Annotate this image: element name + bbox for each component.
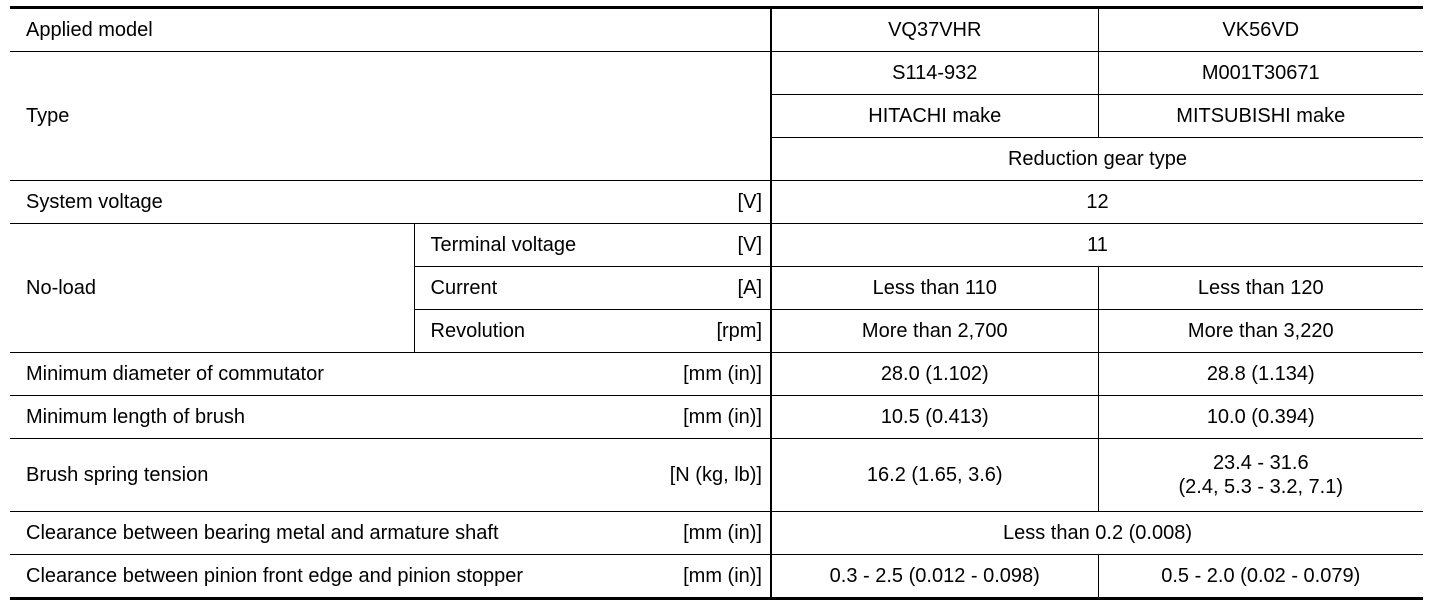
type-make-vq: HITACHI make [771, 95, 1098, 138]
system-voltage-cell [10, 181, 771, 224]
row-min-brush [10, 396, 1423, 439]
clearance-pinion-unit: [mm (in)] [683, 564, 762, 587]
type-gear: Reduction gear type [771, 138, 1423, 181]
revolution-vq: More than 2,700 [771, 310, 1098, 353]
min-commutator-unit: [mm (in)] [683, 362, 762, 385]
current-label: Current [430, 276, 498, 299]
row-system-voltage [10, 181, 1423, 224]
applied-model-label: Applied model [10, 8, 771, 52]
terminal-voltage-label: Terminal voltage [430, 233, 577, 256]
current-cell [414, 267, 771, 310]
row-applied-model [10, 8, 1423, 52]
min-commutator-cell [10, 353, 771, 396]
min-brush-cell [10, 396, 771, 439]
terminal-voltage-cell [414, 224, 771, 267]
spring-tension-vk [1098, 439, 1423, 512]
current-vk: Less than 120 [1098, 267, 1423, 310]
min-brush-unit: [mm (in)] [683, 405, 762, 428]
system-voltage-unit: [V] [737, 190, 762, 213]
min-commutator-vk: 28.8 (1.134) [1098, 353, 1423, 396]
row-type-number [10, 52, 1423, 95]
type-make-vk: MITSUBISHI make [1098, 95, 1423, 138]
system-voltage-label: System voltage [26, 190, 163, 213]
clearance-pinion-label: Clearance between pinion front edge and pinion stopper [26, 564, 524, 587]
row-spring-tension [10, 439, 1423, 512]
clearance-pinion-vq: 0.3 - 2.5 (0.012 - 0.098) [771, 555, 1098, 599]
spring-tension-cell [10, 439, 771, 512]
type-number-vq: S114-932 [771, 52, 1098, 95]
type-number-vk: M001T30671 [1098, 52, 1423, 95]
terminal-voltage-unit: [V] [737, 233, 762, 256]
starter-specifications-table [10, 6, 1423, 600]
revolution-unit: [rpm] [716, 319, 762, 342]
row-clearance-pinion [10, 555, 1423, 599]
clearance-pinion-vk: 0.5 - 2.0 (0.02 - 0.079) [1098, 555, 1423, 599]
revolution-label: Revolution [430, 319, 526, 342]
model-vq37vhr: VQ37VHR [771, 8, 1098, 52]
current-unit: [A] [737, 276, 762, 299]
revolution-vk: More than 3,220 [1098, 310, 1423, 353]
current-vq: Less than 110 [771, 267, 1098, 310]
min-commutator-vq: 28.0 (1.102) [771, 353, 1098, 396]
clearance-bearing-value: Less than 0.2 (0.008) [771, 512, 1423, 555]
model-vk56vd: VK56VD [1098, 8, 1423, 52]
spring-tension-vk-line1: 23.4 - 31.6 [1212, 452, 1309, 474]
min-brush-label: Minimum length of brush [26, 405, 245, 428]
clearance-bearing-unit: [mm (in)] [683, 521, 762, 544]
clearance-pinion-cell [10, 555, 771, 599]
min-brush-vk: 10.0 (0.394) [1098, 396, 1423, 439]
terminal-voltage-value: 11 [771, 224, 1423, 267]
min-commutator-label: Minimum diameter of commutator [26, 362, 324, 385]
type-label: Type [10, 52, 771, 181]
spring-tension-vk-line2: (2.4, 5.3 - 3.2, 7.1) [1178, 476, 1344, 498]
revolution-cell [414, 310, 771, 353]
system-voltage-value: 12 [771, 181, 1423, 224]
row-terminal-voltage [10, 224, 1423, 267]
clearance-bearing-label: Clearance between bearing metal and armature shaft [26, 521, 499, 544]
row-clearance-bearing [10, 512, 1423, 555]
row-min-commutator [10, 353, 1423, 396]
no-load-label: No-load [10, 224, 414, 353]
clearance-bearing-cell [10, 512, 771, 555]
spring-tension-vq: 16.2 (1.65, 3.6) [771, 439, 1098, 512]
spring-tension-unit: [N (kg, lb)] [669, 463, 762, 486]
spring-tension-label: Brush spring tension [26, 463, 209, 486]
min-brush-vq: 10.5 (0.413) [771, 396, 1098, 439]
